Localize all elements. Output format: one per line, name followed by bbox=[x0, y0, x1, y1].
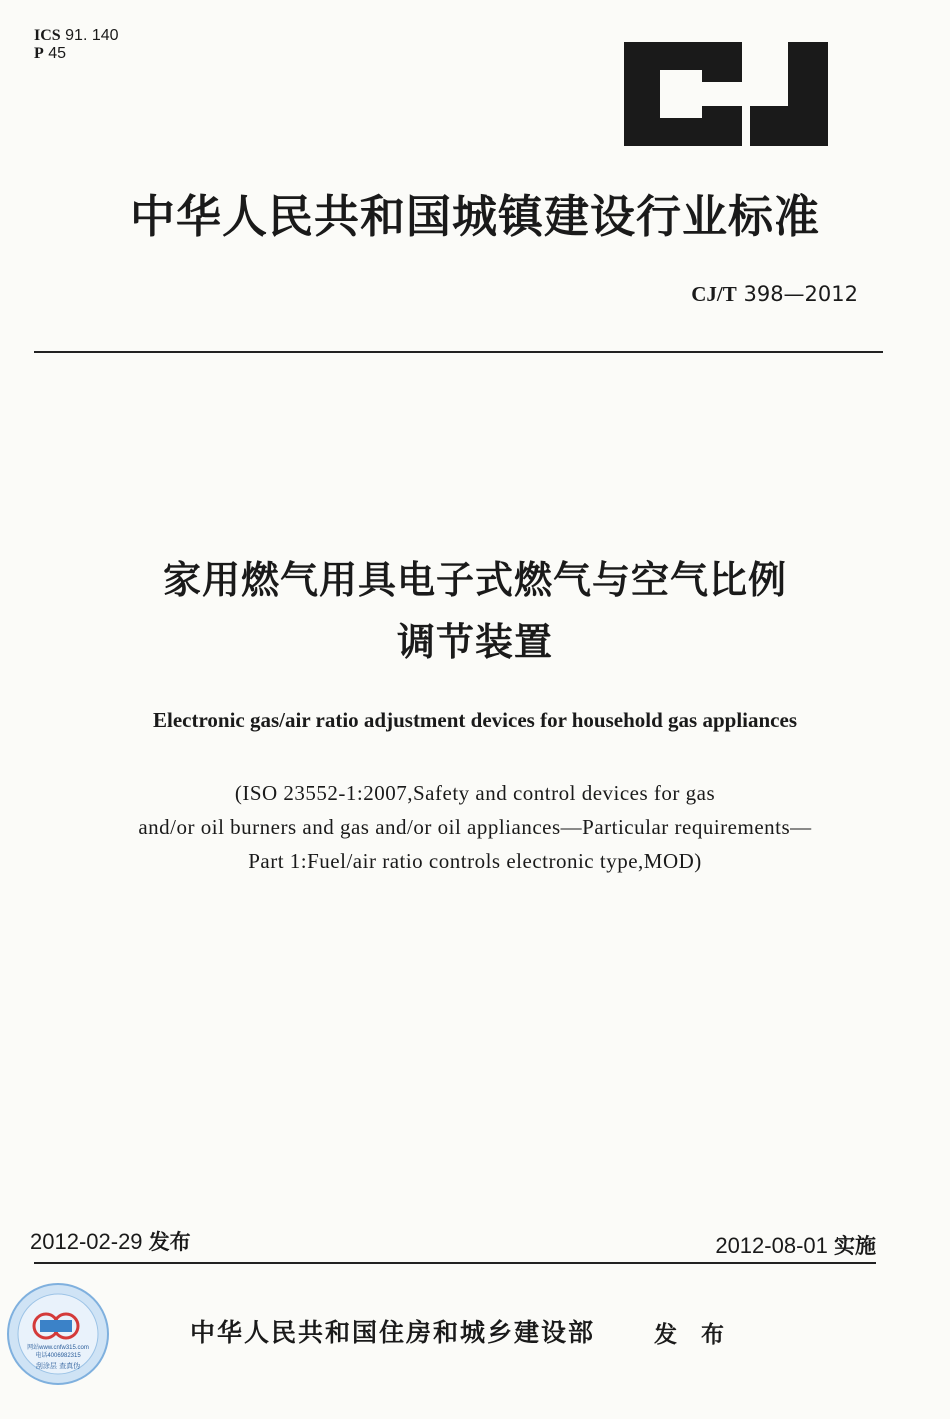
issue-date-value: 2012-02-29 bbox=[30, 1229, 143, 1254]
issuing-authority: 中华人民共和国住房和城乡建设部 bbox=[190, 1318, 596, 1347]
header-divider bbox=[34, 351, 883, 353]
ics-code bbox=[34, 26, 119, 46]
seal-url-text: 网站www.cnfw315.com bbox=[27, 1345, 89, 1351]
p-label: P bbox=[34, 45, 44, 62]
ics-label: ICS bbox=[34, 27, 61, 44]
iso-line-3: Part 1:Fuel/air ratio controls electronic type,MOD) bbox=[248, 849, 702, 873]
footer-divider bbox=[34, 1262, 876, 1264]
classification-code bbox=[34, 44, 66, 64]
title-cn-line-2: 调节装置 bbox=[396, 620, 553, 664]
standard-prefix: CJ/T bbox=[691, 282, 737, 306]
document-title-cn bbox=[0, 552, 950, 670]
iso-reference bbox=[0, 776, 950, 878]
seal-phone-text: 电话4006982315 bbox=[35, 1353, 81, 1359]
iso-line-1: (ISO 23552-1:2007,Safety and control devices for gas bbox=[234, 781, 716, 805]
effective-date-label: 实施 bbox=[834, 1234, 876, 1258]
issue-date bbox=[30, 1226, 191, 1256]
effective-date bbox=[715, 1230, 876, 1260]
standard-number bbox=[691, 282, 858, 307]
issue-verb: 发 布 bbox=[654, 1322, 733, 1348]
standard-category-title: 中华人民共和国城镇建设行业标准 bbox=[129, 190, 820, 243]
seal-scratch-text: 刮涂层 查真伪 bbox=[35, 1362, 81, 1370]
anti-counterfeit-seal bbox=[6, 1282, 110, 1386]
cj-logo bbox=[624, 42, 828, 146]
ics-number: 91. 140 bbox=[65, 27, 119, 44]
title-cn-line-1: 家用燃气用具电子式燃气与空气比例 bbox=[162, 558, 787, 602]
issue-date-label: 发布 bbox=[148, 1230, 191, 1254]
effective-date-value: 2012-08-01 bbox=[715, 1233, 828, 1258]
iso-line-2: and/or oil burners and gas and/or oil appliances—Particular requirements— bbox=[138, 815, 812, 839]
document-title-en: Electronic gas/air ratio adjustment devices for household gas appliances bbox=[152, 708, 797, 732]
standard-code: 398—2012 bbox=[743, 282, 858, 306]
p-number: 45 bbox=[48, 45, 67, 62]
